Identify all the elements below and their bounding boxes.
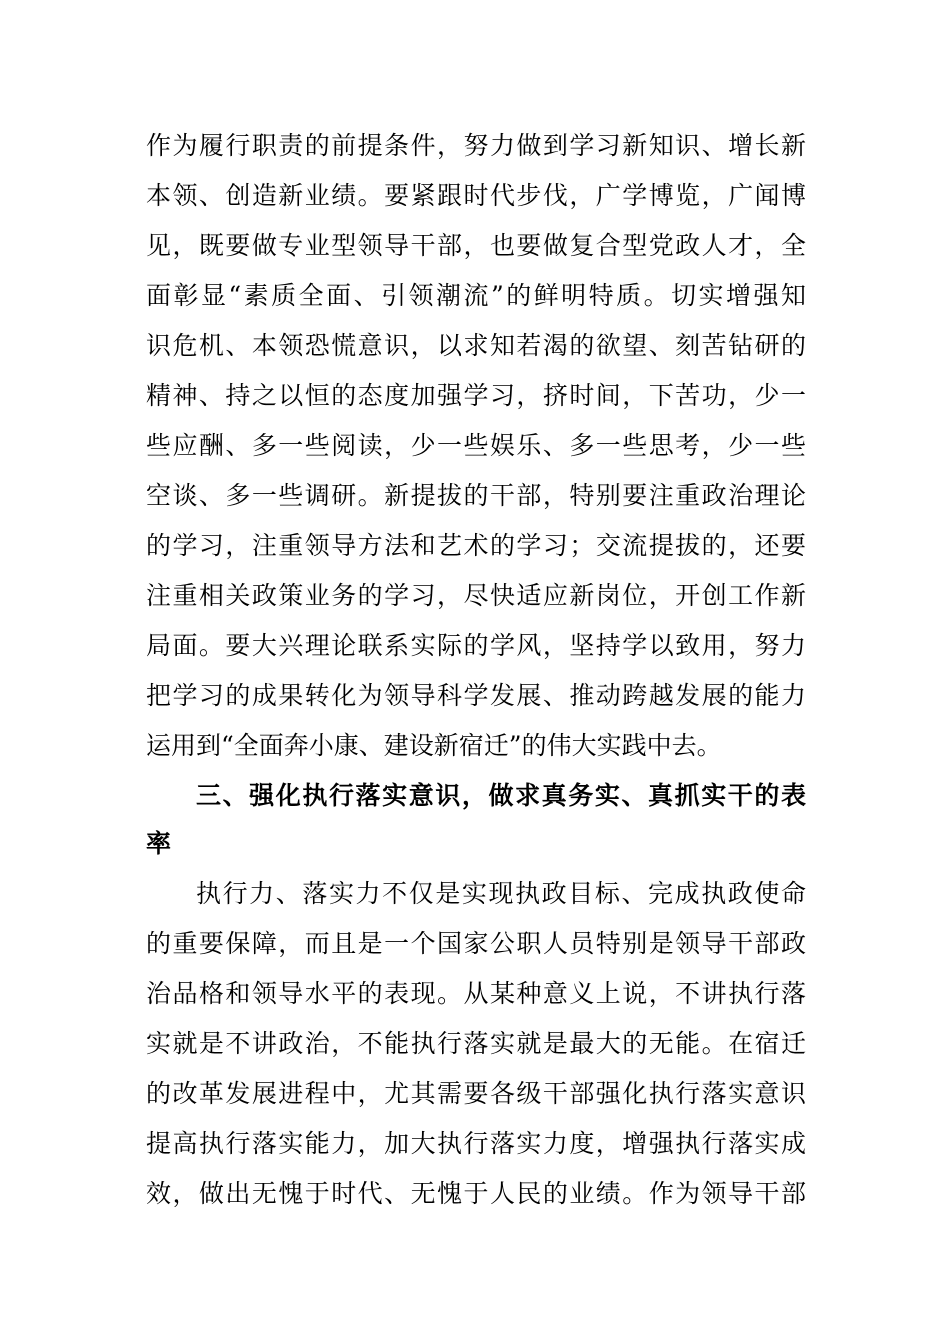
paragraph-2-line-6: 提高执行落实能力，加大执行落实力度，增强执行落实成 xyxy=(146,1129,806,1158)
paragraph-2-line-1: 执行力、落实力不仅是实现执政目标、完成执政使命 xyxy=(196,879,806,908)
paragraph-1-line-2: 本领、创造新业绩。要紧跟时代步伐，广学博览，广闻博 xyxy=(146,181,806,210)
section-heading-line-2: 率 xyxy=(146,829,172,858)
paragraph-1-line-1: 作为履行职责的前提条件，努力做到学习新知识、增长新 xyxy=(146,131,806,160)
paragraph-1-line-5: 识危机、本领恐慌意识，以求知若渴的欲望、刻苦钻研的 xyxy=(146,331,806,360)
paragraph-2-line-3: 治品格和领导水平的表现。从某种意义上说，不讲执行落 xyxy=(146,979,806,1008)
paragraph-1-line-13: 运用到“全面奔小康、建设新宿迁”的伟大实践中去。 xyxy=(146,731,722,760)
paragraph-2-line-2: 的重要保障，而且是一个国家公职人员特别是领导干部政 xyxy=(146,929,806,958)
paragraph-2-line-7: 效，做出无愧于时代、无愧于人民的业绩。作为领导干部 xyxy=(146,1179,806,1208)
paragraph-1-line-11: 局面。要大兴理论联系实际的学风，坚持学以致用，努力 xyxy=(146,631,806,660)
paragraph-2-line-4: 实就是不讲政治，不能执行落实就是最大的无能。在宿迁 xyxy=(146,1029,806,1058)
paragraph-1-line-9: 的学习，注重领导方法和艺术的学习；交流提拔的，还要 xyxy=(146,531,806,560)
paragraph-1-line-6: 精神、持之以恒的态度加强学习，挤时间，下苦功，少一 xyxy=(146,381,806,410)
paragraph-1-line-10: 注重相关政策业务的学习，尽快适应新岗位，开创工作新 xyxy=(146,581,806,610)
paragraph-1-line-8: 空谈、多一些调研。新提拔的干部，特别要注重政治理论 xyxy=(146,481,806,510)
paragraph-1-line-3: 见，既要做专业型领导干部，也要做复合型党政人才，全 xyxy=(146,231,806,260)
paragraph-2-line-5: 的改革发展进程中，尤其需要各级干部强化执行落实意识 xyxy=(146,1079,806,1108)
paragraph-1-line-7: 些应酬、多一些阅读，少一些娱乐、多一些思考，少一些 xyxy=(146,431,806,460)
paragraph-1-line-12: 把学习的成果转化为领导科学发展、推动跨越发展的能力 xyxy=(146,681,806,710)
paragraph-1-line-4: 面彰显“素质全面、引领潮流”的鲜明特质。切实增强知 xyxy=(146,281,806,310)
section-heading-line-1: 三、强化执行落实意识，做求真务实、真抓实干的表 xyxy=(196,781,806,810)
